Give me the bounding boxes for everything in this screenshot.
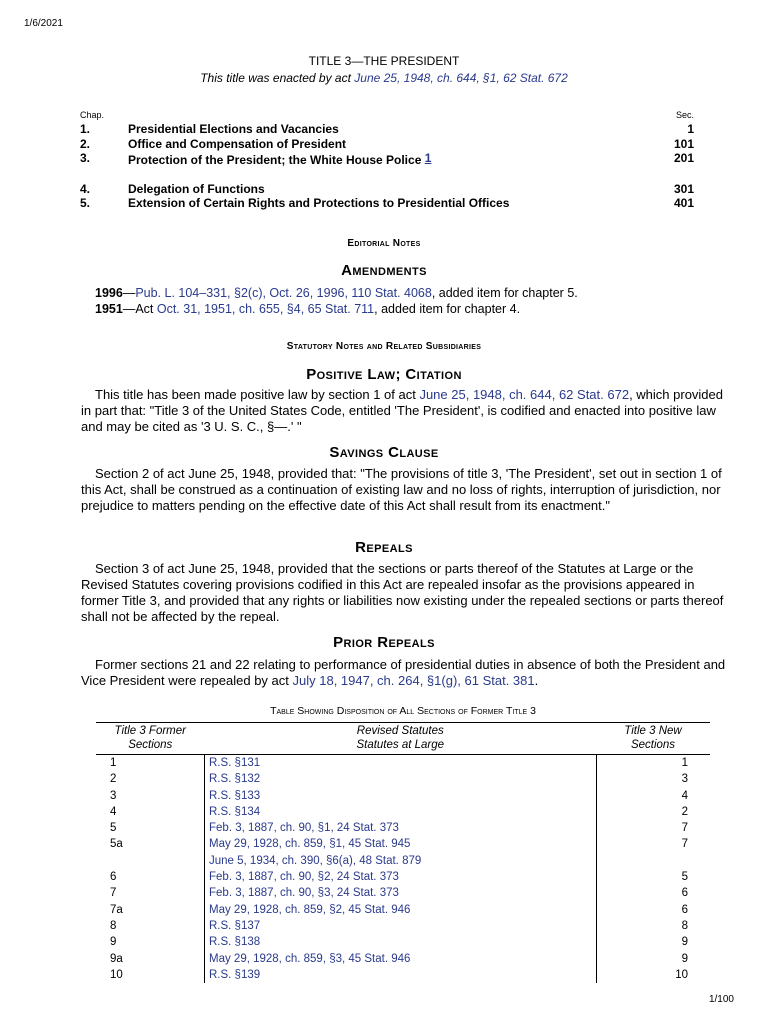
col-header-line: Sections <box>630 739 676 751</box>
col-header-line: Statutes at Large <box>356 739 445 751</box>
toc-row[interactable] <box>80 196 694 211</box>
toc-sec: 301 <box>673 181 694 196</box>
amendment-rest: , added item for chapter 5. <box>431 286 578 300</box>
positive-law-post: , which provided in part that: "Title 3 of the United States Code, entitled 'The President', is codified and enacted into positive law and may be cited as '3 U. S. C., §—.' " <box>81 387 724 434</box>
page-title: TITLE 3—THE PRESIDENT <box>308 54 460 68</box>
toc-row[interactable] <box>80 137 694 152</box>
table-row <box>96 788 710 804</box>
amendment-year: 1996 <box>95 286 123 300</box>
former-section-cell: 6 <box>110 871 117 884</box>
positive-law-text <box>81 387 729 435</box>
repeals-heading: Repeals <box>355 539 413 556</box>
toc-name <box>128 151 634 166</box>
new-section-cell: 1 <box>681 757 688 769</box>
table-row <box>96 820 710 836</box>
former-section-cell: 10 <box>110 968 123 981</box>
toc-header <box>80 110 694 122</box>
amendment-link[interactable]: Pub. L. 104–331, §2(c), Oct. 26, 1996, 110 Stat. 4068 <box>135 286 432 300</box>
statutory-notes-heading: Statutory Notes and Related Subsidiaries <box>286 341 482 352</box>
new-section-cell: 10 <box>675 968 688 981</box>
prior-repeals-post: . <box>534 673 539 688</box>
col-header-line: Revised Statutes <box>356 725 444 737</box>
former-section-cell: 7a <box>110 903 123 916</box>
statute-cell[interactable]: May 29, 1928, ch. 859, §2, 45 Stat. 946 <box>205 902 597 918</box>
editorial-notes-heading: Editorial Notes <box>347 238 421 249</box>
table-row <box>96 902 710 918</box>
enactment-note <box>0 71 768 85</box>
prior-repeals-heading: Prior Repeals <box>333 634 435 651</box>
table-row <box>96 934 710 950</box>
toc-row[interactable] <box>80 151 694 166</box>
col-header-former <box>96 723 205 755</box>
new-section-cell: 7 <box>681 838 688 851</box>
chapter-toc <box>80 110 694 211</box>
amendment-item <box>95 301 520 317</box>
new-section-cell <box>596 853 710 869</box>
col-header-line: Title 3 New <box>624 725 682 737</box>
former-section-cell: 9 <box>110 936 117 949</box>
new-section-cell: 6 <box>681 903 688 916</box>
former-section-cell: 9a <box>110 952 123 965</box>
statute-cell[interactable]: R.S. §137 <box>205 918 597 934</box>
statute-cell[interactable]: R.S. §131 <box>205 755 597 772</box>
table-row <box>96 804 710 820</box>
table-row <box>96 951 710 967</box>
positive-law-heading: Positive Law; Citation <box>306 366 462 383</box>
toc-num: 1. <box>80 122 91 136</box>
new-section-cell: 5 <box>681 871 688 884</box>
statute-cell[interactable]: Feb. 3, 1887, ch. 90, §1, 24 Stat. 373 <box>205 820 597 836</box>
statute-cell[interactable]: May 29, 1928, ch. 859, §3, 45 Stat. 946 <box>205 951 597 967</box>
amendment-rest: , added item for chapter 4. <box>374 302 521 316</box>
toc-name: Presidential Elections and Vacancies <box>128 122 339 136</box>
table-row <box>96 853 710 869</box>
toc-name: Extension of Certain Rights and Protections to Presidential Offices <box>128 196 510 210</box>
prior-repeals-text <box>81 657 729 689</box>
new-section-cell: 6 <box>681 887 688 900</box>
table-row <box>96 869 710 885</box>
toc-name-text: Protection of the President; the White House Police <box>128 153 422 167</box>
prior-repeals-pre: Former sections 21 and 22 relating to performance of presidential duties in absence of both the President and Vice President were repealed by act <box>81 657 726 688</box>
amendment-link[interactable]: Oct. 31, 1951, ch. 655, §4, 65 Stat. 711 <box>156 302 375 316</box>
statute-cell[interactable]: June 5, 1934, ch. 390, §6(a), 48 Stat. 879 <box>205 853 597 869</box>
former-section-cell: 1 <box>110 757 117 769</box>
amendment-dash: —Act <box>122 302 157 316</box>
amendment-year: 1951 <box>95 302 123 316</box>
statute-cell[interactable]: Feb. 3, 1887, ch. 90, §2, 24 Stat. 373 <box>205 869 597 885</box>
statute-cell[interactable]: R.S. §138 <box>205 934 597 950</box>
print-date: 1/6/2021 <box>24 18 63 29</box>
repeals-text: Section 3 of act June 25, 1948, provided that the sections or parts thereof of the Statutes at Large or the Revised Statutes covering provisions codified in this Act are repealed insofar as the provisions appeared in former Title 3, and provided that any rights or liabilities now existing under the repealed sections or parts thereof shall not be affected by the repeal. <box>81 561 724 624</box>
enactment-prefix: This title was enacted by act <box>200 71 355 85</box>
new-section-cell: 9 <box>681 952 688 965</box>
table-caption: Table Showing Disposition of All Sections of Former Title 3 <box>270 705 536 717</box>
toc-num: 4. <box>80 181 91 196</box>
footnote-link[interactable]: 1 <box>424 151 432 165</box>
table-row <box>96 771 710 787</box>
col-header-line: Title 3 Former <box>114 725 186 737</box>
table-header-row <box>96 723 710 755</box>
former-section-cell: 5a <box>110 838 123 851</box>
table-body <box>96 755 710 984</box>
toc-sec: 1 <box>687 122 694 136</box>
toc-name: Delegation of Functions <box>128 181 265 196</box>
toc-sec: 201 <box>673 151 694 165</box>
former-section-cell: 2 <box>110 773 117 786</box>
new-section-cell: 8 <box>681 919 688 932</box>
table-row <box>96 755 710 772</box>
col-header-line: Sections <box>128 739 173 751</box>
statute-cell[interactable]: Feb. 3, 1887, ch. 90, §3, 24 Stat. 373 <box>205 885 597 901</box>
new-section-cell: 7 <box>681 822 688 835</box>
disposition-table <box>96 722 710 983</box>
page-number: 1/100 <box>708 994 734 1005</box>
toc-chap-label: Chap. <box>80 110 105 120</box>
toc-name: Office and Compensation of President <box>128 136 347 151</box>
statute-cell[interactable]: R.S. §133 <box>205 788 597 804</box>
enactment-link[interactable]: June 25, 1948, ch. 644, §1, 62 Stat. 672 <box>354 71 568 85</box>
new-section-cell: 3 <box>681 773 688 786</box>
toc-num: 5. <box>80 196 91 210</box>
toc-num: 3. <box>80 151 91 165</box>
savings-clause-heading: Savings Clause <box>329 444 439 461</box>
toc-sec: 401 <box>673 196 694 210</box>
positive-law-link[interactable]: June 25, 1948, ch. 644, 62 Stat. 672 <box>419 387 630 402</box>
new-section-cell: 2 <box>681 805 688 818</box>
former-section-cell <box>96 853 205 869</box>
new-section-cell: 4 <box>681 789 688 802</box>
col-header-statutes <box>205 723 597 755</box>
toc-row[interactable] <box>80 122 694 137</box>
amendments-heading: Amendments <box>341 262 427 279</box>
table-row <box>96 885 710 901</box>
prior-repeals-link[interactable]: July 18, 1947, ch. 264, §1(g), 61 Stat. 381 <box>292 673 535 688</box>
former-section-cell: 4 <box>110 805 117 818</box>
new-section-cell: 9 <box>681 936 688 949</box>
amendment-dash: — <box>122 286 136 300</box>
toc-row[interactable] <box>80 182 694 197</box>
savings-clause-text: Section 2 of act June 25, 1948, provided that: "The provisions of title 3, 'The President', set out in section 1 of this Act, shall be construed as a continuation of existing law and no loss of rights, interruption of jurisdiction, nor prejudice to matters pending on the effective date of this Act shall result from its enactment." <box>81 466 722 513</box>
positive-law-pre: This title has been made positive law by section 1 of act <box>95 387 420 402</box>
former-section-cell: 5 <box>110 822 117 835</box>
table-row <box>96 918 710 934</box>
former-section-cell: 8 <box>110 919 117 932</box>
statute-cell[interactable]: R.S. §139 <box>205 967 597 983</box>
former-section-cell: 7 <box>110 887 117 900</box>
statute-cell[interactable]: R.S. §132 <box>205 771 597 787</box>
toc-sec-label: Sec. <box>675 110 694 120</box>
col-header-new <box>596 723 710 755</box>
toc-sec: 101 <box>673 136 694 151</box>
table-row <box>96 836 710 852</box>
toc-num: 2. <box>80 136 91 151</box>
former-section-cell: 3 <box>110 789 117 802</box>
table-row <box>96 967 710 983</box>
statute-cell[interactable]: May 29, 1928, ch. 859, §1, 45 Stat. 945 <box>205 836 597 852</box>
amendment-item <box>95 285 578 301</box>
statute-cell[interactable]: R.S. §134 <box>205 804 597 820</box>
